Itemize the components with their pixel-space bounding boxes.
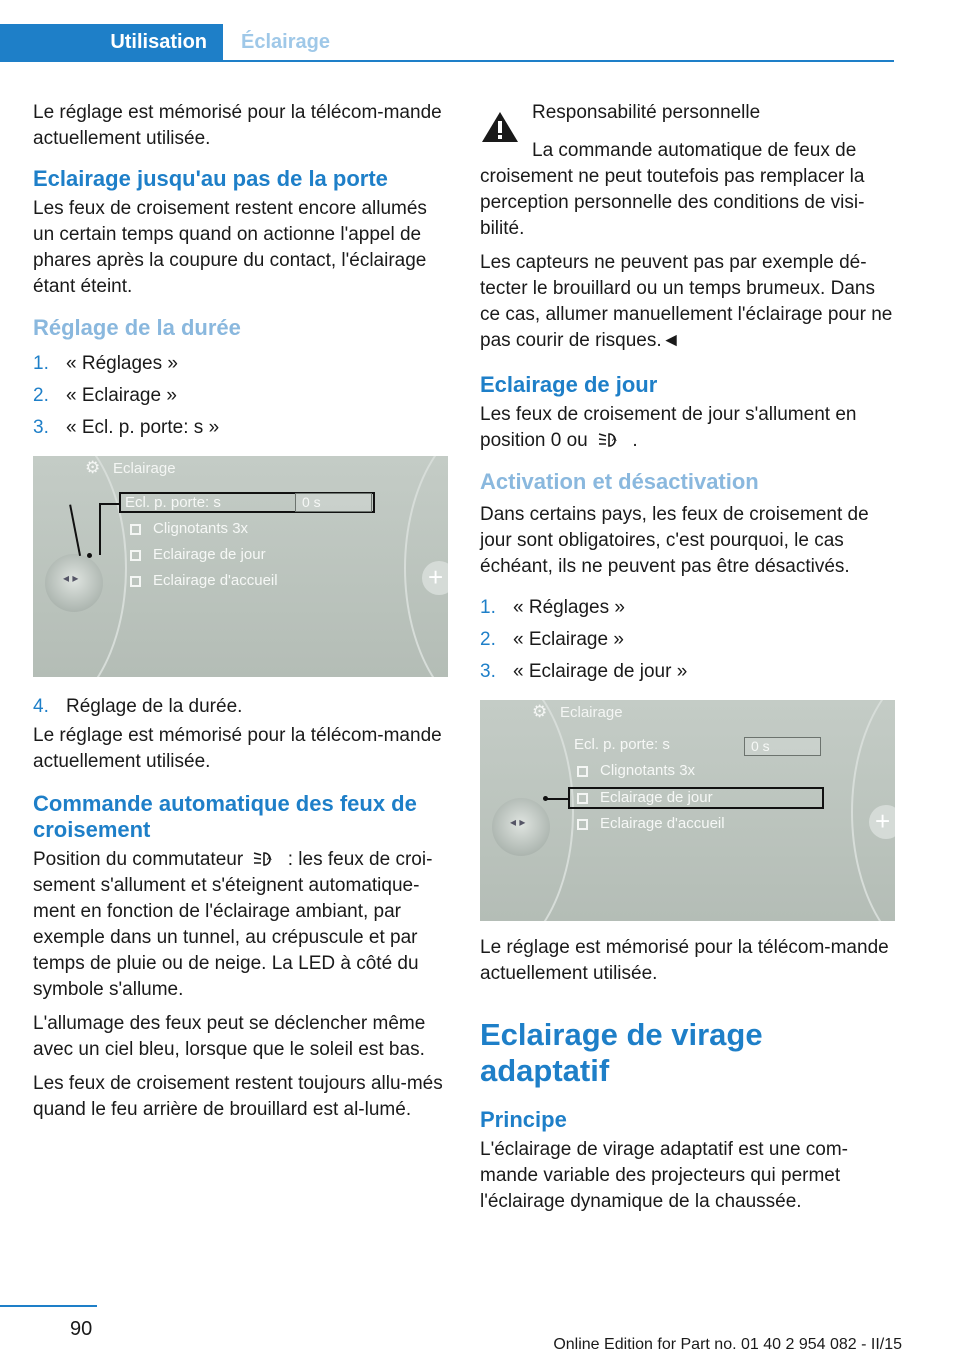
heading-principe: Principe — [480, 1107, 567, 1132]
paragraph: Le réglage est mémorisé pour la télécom-mande actuellement utilisée. — [33, 725, 442, 772]
steps-list — [33, 348, 448, 444]
paragraph: Position du commutateur A : les feux de croi-sement s'allument et s'éteignent automatique-ment en fonction de l'éclairage ambiant, par exemple dans un tunnel, au crépuscule et par temps de pluie ou de neige. La LED à côté du symbole s'allume. — [33, 849, 433, 1000]
checkbox-icon — [577, 766, 588, 777]
paragraph: Dans certains pays, les feux de croisement de jour sont obligatoires, c'est pourquoi, le cas échéant, ils ne peuvent pas être désactivés. — [480, 504, 869, 577]
header-rule — [0, 60, 894, 62]
svg-text:A: A — [267, 854, 273, 862]
subsection-tab: Éclairage — [241, 31, 330, 53]
paragraph: L'allumage des feux peut se déclencher même avec un ciel bleu, lorsque que le soleil est bas. — [33, 1013, 426, 1060]
gear-icon: ⚙ — [532, 702, 548, 721]
auto-headlight-icon — [597, 431, 623, 451]
auto-headlight-icon — [252, 850, 278, 870]
menu-item: Eclairage d'accueil — [153, 572, 278, 589]
checkbox-icon — [577, 819, 588, 830]
heading-virage: Eclairage de virage adaptatif — [480, 1017, 763, 1088]
edition-text: Online Edition for Part no. 01 40 2 954 082 - II/15 — [553, 1336, 902, 1353]
list-item: 2. « Eclairage » — [33, 385, 177, 406]
right-column — [480, 100, 896, 1223]
paragraph: Le réglage est mémorisé pour la télécom-mande actuellement utilisée. — [480, 937, 889, 984]
warning-title: Responsabilité personnelle — [532, 102, 761, 123]
pointer-dot — [543, 796, 548, 801]
menu-item: Eclairage de jour — [600, 789, 713, 806]
checkbox-icon — [130, 550, 141, 561]
value-field: 0 s — [744, 737, 821, 756]
menu-item: Eclairage de jour — [153, 546, 266, 563]
steps-list — [480, 592, 896, 688]
pointer-line — [546, 798, 568, 800]
menu-item: Ecl. p. porte: s — [125, 494, 221, 511]
menu-item: Clignotants 3x — [600, 762, 696, 779]
value-field: 0 s — [295, 493, 372, 512]
idrive-screen-2: ⚙ Eclairage Ecl. p. porte: s 0 s Clignotants 3x Eclairage de jour Eclairage d'accueil ◂ ▸ + — [480, 700, 895, 921]
menu-item: Ecl. p. porte: s — [574, 736, 670, 753]
section-tab: Utilisation — [0, 24, 223, 61]
screen-title: Eclairage — [113, 460, 176, 477]
page-number: 90 — [70, 1318, 93, 1340]
list-item: 1. « Réglages » — [480, 597, 625, 618]
paragraph: Les capteurs ne peuvent pas par exemple dé-tecter le brouillard ou un temps brumeux. Dans ce cas, allumer manuellement l'éclairage pour ne pas courir de risques.◄ — [480, 252, 893, 351]
paragraph: Les feux de croisement restent toujours allu-més quand le feu arrière de brouillard est al-lumé. — [33, 1073, 443, 1120]
plus-icon: + — [869, 805, 895, 839]
screen-title: Eclairage — [560, 704, 623, 721]
list-item: 4. Réglage de la durée. — [33, 696, 243, 717]
page-rule — [0, 1305, 97, 1307]
pointer-line — [99, 503, 101, 555]
paragraph: Le réglage est mémorisé pour la télécom-mande actuellement utilisée. — [33, 102, 442, 149]
paragraph: Les feux de croisement de jour s'allument en position 0 ou A . — [480, 404, 857, 451]
checkbox-icon — [130, 576, 141, 587]
gear-icon: ⚙ — [85, 458, 101, 477]
checkbox-icon — [577, 793, 588, 804]
page-header — [0, 24, 894, 61]
pointer-line — [100, 503, 120, 505]
heading-porte: Eclairage jusqu'au pas de la porte — [33, 166, 388, 191]
svg-text:A: A — [612, 435, 617, 443]
steps-list — [33, 691, 448, 723]
checkbox-icon — [130, 524, 141, 535]
paragraph: La commande automatique de feux de croisement ne peut toutefois pas remplacer la perception personnelle des conditions de visi-bilité. — [480, 140, 865, 239]
heading-duree: Réglage de la durée — [33, 315, 241, 340]
menu-item: Clignotants 3x — [153, 520, 249, 537]
paragraph: L'éclairage de virage adaptatif est une com-mande variable des projecteurs qui permet l'éclairage dynamique de la chaussée. — [480, 1139, 849, 1212]
pointer-dot — [87, 553, 92, 558]
heading-activation: Activation et désactivation — [480, 469, 759, 494]
idrive-screen-1: ⚙ Eclairage Ecl. p. porte: s 0 s Clignotants 3x Eclairage de jour Eclairage d'accueil ◂ ▸ + — [33, 456, 448, 677]
plus-icon: + — [422, 561, 448, 595]
paragraph: Les feux de croisement restent encore allumés un certain temps quand on actionne l'appel de phares après la coupure du contact, l'éclairage étant éteint. — [33, 198, 427, 297]
heading-auto: Commande automatique des feux de croisement — [33, 791, 417, 842]
list-item: 3. « Ecl. p. porte: s » — [33, 417, 220, 438]
left-column — [33, 100, 448, 1131]
list-item: 1. « Réglages » — [33, 353, 178, 374]
list-item: 2. « Eclairage » — [480, 629, 624, 650]
menu-item: Eclairage d'accueil — [600, 815, 725, 832]
heading-jour: Eclairage de jour — [480, 372, 658, 397]
list-item: 3. « Eclairage de jour » — [480, 661, 688, 682]
